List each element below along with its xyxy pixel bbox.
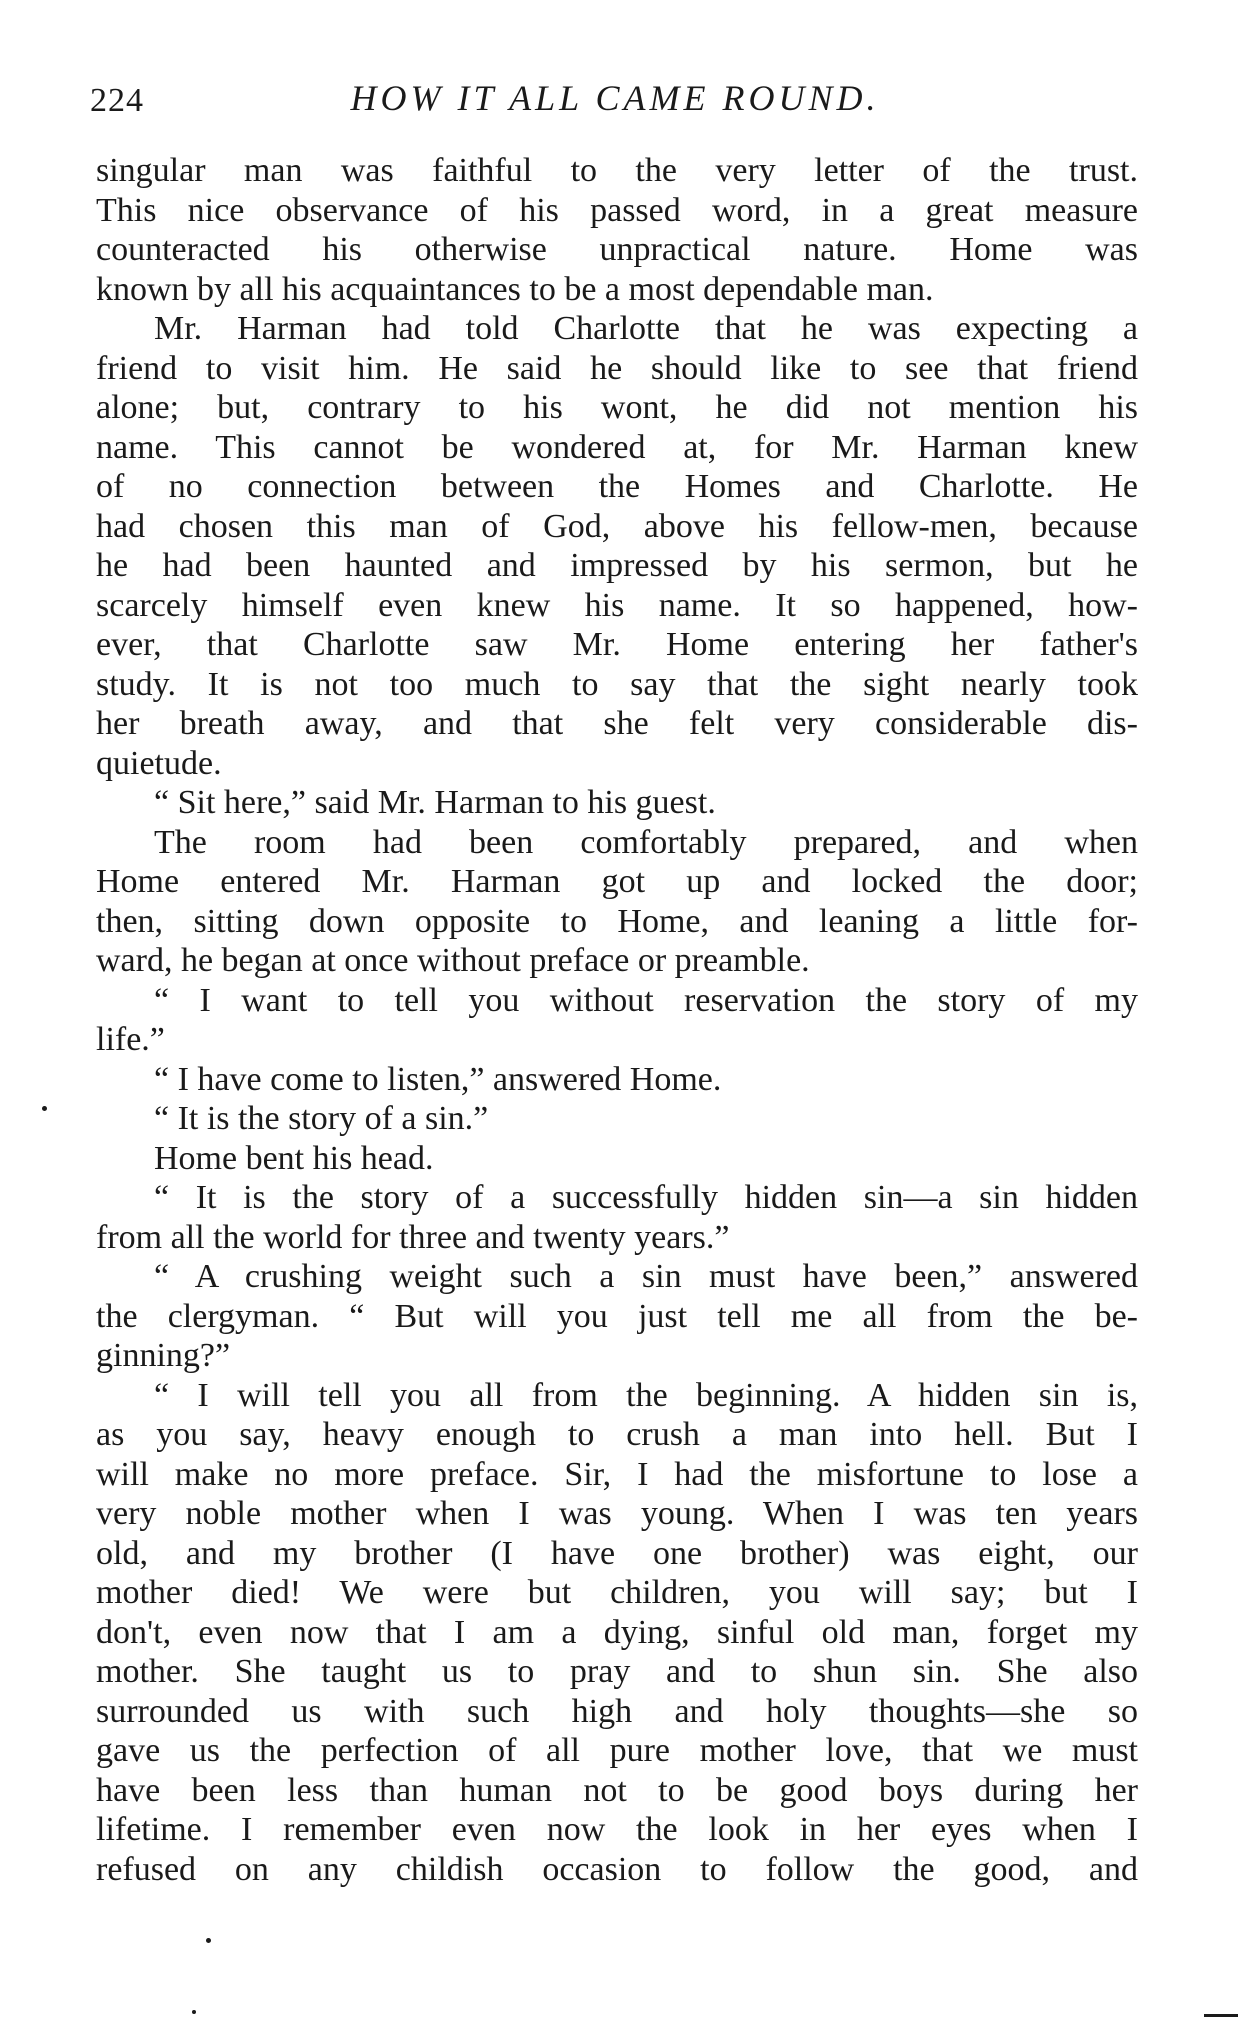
text-line: Home entered Mr. Harman got up and locked the door; [96, 863, 1138, 900]
text-line: singular man was faithful to the very letter of the trust. [96, 152, 1138, 189]
text-line: old, and my brother (I have one brother) was eight, our [96, 1534, 1138, 1572]
text-line: ginning?” [96, 1337, 231, 1374]
text-line: he had been haunted and impressed by his sermon, but he [96, 547, 1138, 584]
text-line: “ It is the story of a successfully hidden sin—a sin hidden [154, 1179, 1138, 1216]
text-line: her breath away, and that she felt very considerable dis- [96, 705, 1138, 742]
text-line: ward, he began at once without preface or preamble. [96, 942, 810, 979]
text-line: as you say, heavy enough to crush a man into hell. But I [96, 1416, 1138, 1453]
text-line: known by all his acquaintances to be a most dependable man. [96, 270, 934, 308]
text-line: refused on any childish occasion to follow the good, and [96, 1850, 1138, 1888]
text-line: This nice observance of his passed word, in a great measure [96, 191, 1138, 229]
text-line: name. This cannot be wondered at, for Mr. Harman knew [96, 428, 1138, 466]
text-line: the clergyman. “ But will you just tell me all from the be- [96, 1297, 1138, 1335]
text-line: lifetime. I remember even now the look in her eyes when I [96, 1811, 1138, 1848]
text-line: quietude. [96, 744, 222, 782]
text-line: from all the world for three and twenty years.” [96, 1218, 730, 1256]
text-line: then, sitting down opposite to Home, and leaning a little for- [96, 902, 1138, 940]
text-line: Home bent his head. [154, 1139, 434, 1177]
text-line: mother died! We were but children, you will say; but I [96, 1574, 1138, 1611]
text-line: ever, that Charlotte saw Mr. Home entering her father's [96, 626, 1138, 663]
text-line: counteracted his otherwise unpractical nature. Home was [96, 231, 1138, 268]
text-line: life.” [96, 1021, 165, 1058]
text-line: will make no more preface. Sir, I had the misfortune to lose a [96, 1455, 1138, 1493]
text-line: had chosen this man of God, above his fellow-men, because [96, 507, 1138, 545]
text-line: study. It is not too much to say that the sight nearly took [96, 665, 1138, 703]
ink-speck [42, 1106, 47, 1111]
text-line: have been less than human not to be good boys during her [96, 1771, 1138, 1809]
text-line: “ I will tell you all from the beginning. A hidden sin is, [154, 1376, 1138, 1414]
text-line: “ I have come to listen,” answered Home. [154, 1060, 722, 1098]
text-line: mother. She taught us to pray and to shun sin. She also [96, 1653, 1138, 1690]
page-number: 224 [90, 82, 144, 119]
text-line: very noble mother when I was young. When I was ten years [96, 1495, 1138, 1532]
ink-speck [206, 1938, 211, 1943]
text-line: “ Sit here,” said Mr. Harman to his guest. [154, 784, 716, 821]
text-line: alone; but, contrary to his wont, he did not mention his [96, 389, 1138, 426]
text-line: “ A crushing weight such a sin must have been,” answered [154, 1258, 1138, 1295]
text-line: of no connection between the Homes and Charlotte. He [96, 468, 1138, 505]
running-title: HOW IT ALL CAME ROUND. [350, 78, 880, 118]
page-header [90, 72, 1140, 122]
text-line: The room had been comfortably prepared, and when [154, 823, 1138, 861]
text-line: “ I want to tell you without reservation the story of my [154, 981, 1138, 1019]
body-text [96, 151, 1138, 1889]
ink-speck [192, 2010, 196, 2014]
text-line: Mr. Harman had told Charlotte that he was expecting a [154, 310, 1138, 347]
text-line: friend to visit him. He said he should like to see that friend [96, 349, 1138, 387]
edge-mark [1204, 2014, 1238, 2017]
text-line: scarcely himself even knew his name. It so happened, how- [96, 586, 1138, 624]
text-line: don't, even now that I am a dying, sinful old man, forget my [96, 1613, 1138, 1651]
text-line: “ It is the story of a sin.” [154, 1100, 489, 1137]
text-line: surrounded us with such high and holy thoughts—she so [96, 1692, 1138, 1730]
text-line: gave us the perfection of all pure mother love, that we must [96, 1732, 1138, 1769]
